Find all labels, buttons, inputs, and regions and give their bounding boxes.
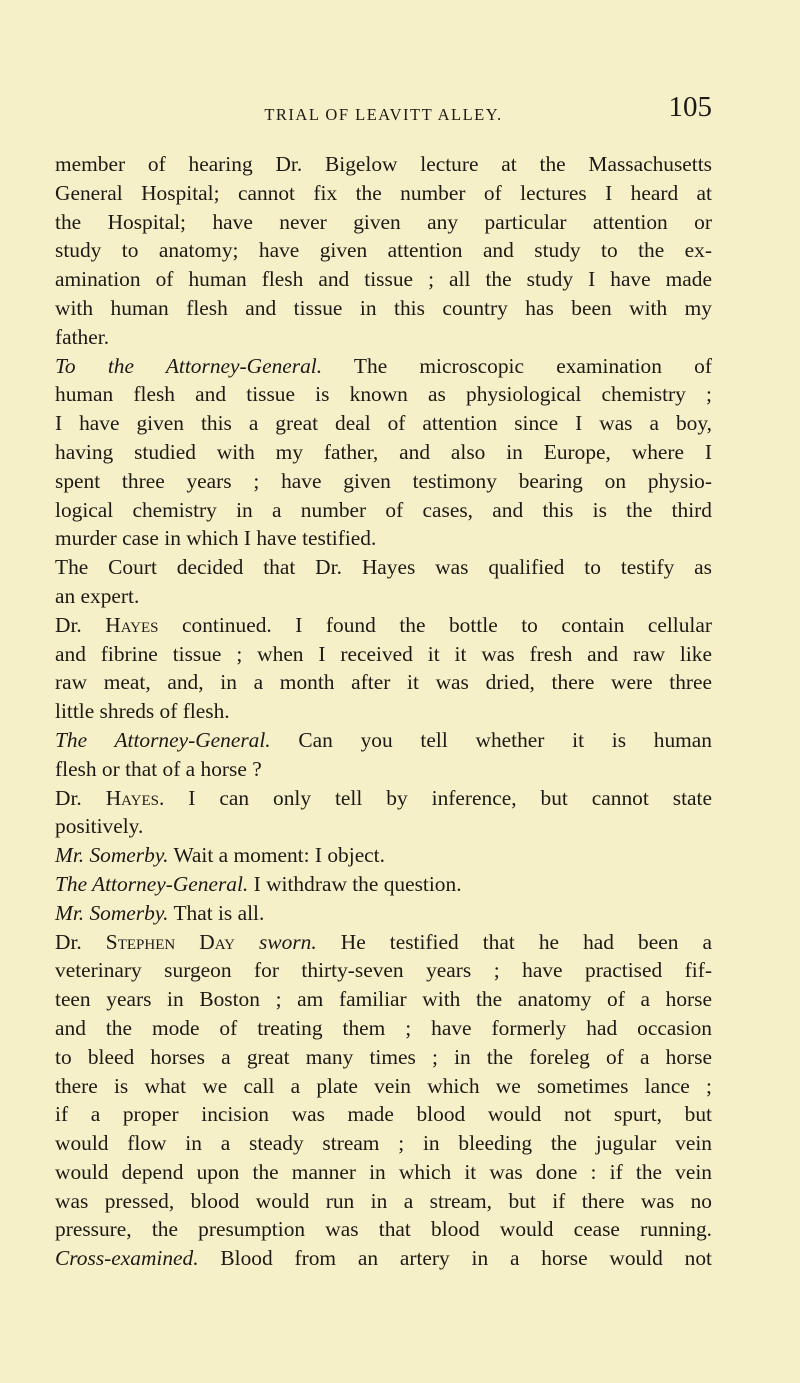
section-label: Cross-examined.: [55, 1246, 199, 1271]
text-line: The Court decided that Dr. Hayes was qualified to testify as: [55, 555, 712, 580]
text-line: to bleed horses a great many times ; in the foreleg of a horse: [55, 1044, 712, 1069]
text-line: [55, 726, 712, 755]
text-line: and the mode of treating them ; have formerly had occasion: [55, 1015, 712, 1040]
speaker-name: Hayes: [105, 612, 159, 637]
text-line: with human flesh and tissue in this country has been with my: [55, 295, 712, 320]
text-line: was pressed, blood would run in a stream, but if there was no: [55, 1188, 712, 1213]
text-line: and fibrine tissue ; when I received it it was fresh and raw like: [55, 641, 712, 666]
line-text: Dr.: [55, 612, 106, 637]
text-line: veterinary surgeon for thirty-seven years ; have practised fif-: [55, 958, 712, 983]
text-line: member of hearing Dr. Bigelow lecture at the Massachusetts: [55, 152, 712, 176]
text-line: would flow in a steady stream ; in bleeding the jugular vein: [55, 1131, 712, 1156]
text-line: General Hospital; cannot fix the number of lectures I heard at: [55, 180, 712, 205]
text-line: the Hospital; have never given any particular attention or: [55, 209, 712, 234]
text-line: an expert.: [55, 583, 140, 608]
sworn-label: sworn.: [259, 929, 317, 954]
text-line: logical chemistry in a number of cases, and this is the third: [55, 497, 712, 522]
text-line: little shreds of flesh.: [55, 699, 230, 724]
text-line: [55, 784, 712, 813]
text-line: human flesh and tissue is known as physiological chemistry ;: [55, 382, 712, 407]
line-text: I withdraw the question.: [248, 871, 462, 896]
text-line: [55, 352, 712, 381]
speaker-label: Mr. Somerby.: [55, 843, 169, 868]
speaker-label: The Attorney-General.: [55, 871, 249, 896]
running-title: TRIAL OF LEAVITT ALLEY.: [264, 105, 503, 124]
text-line: [55, 870, 712, 899]
line-text: Wait a moment: I object.: [168, 843, 385, 868]
speaker-label: To the Attorney-General.: [55, 353, 323, 378]
line-text: That is all.: [168, 900, 265, 925]
text-line: spent three years ; have given testimony bearing on physio-: [55, 468, 712, 493]
line-text: Can you tell whether it is human: [270, 727, 712, 752]
text-line: [55, 928, 712, 957]
text-line: study to anatomy; have given attention and study to the ex-: [55, 238, 712, 263]
line-text: The microscopic examination of: [322, 353, 712, 378]
text-line: teen years in Boston ; am familiar with the anatomy of a horse: [55, 987, 712, 1012]
text-line: having studied with my father, and also in Europe, where I: [55, 439, 712, 464]
text-line: amination of human flesh and tissue ; all the study I have made: [55, 267, 712, 292]
text-line: father.: [55, 324, 110, 349]
text-line: flesh or that of a horse ?: [55, 756, 262, 781]
text-line: [55, 611, 712, 640]
page-number: 105: [668, 91, 712, 123]
running-head: [55, 93, 712, 133]
speaker-label: The Attorney-General.: [55, 727, 271, 752]
text-line: raw meat, and, in a month after it was dried, there were three: [55, 670, 712, 695]
text-line: would depend upon the manner in which it was done : if the vein: [55, 1159, 712, 1184]
text-line: if a proper incision was made blood would not spurt, but: [55, 1102, 712, 1127]
line-text: Dr.: [55, 929, 106, 954]
line-text: Blood from an artery in a horse would not: [198, 1246, 712, 1271]
text-line: there is what we call a plate vein which we sometimes lance ;: [55, 1073, 712, 1098]
line-text: [235, 930, 259, 954]
text-line: positively.: [55, 814, 144, 839]
speaker-name: Stephen Day: [105, 929, 235, 954]
body-text: [55, 150, 712, 1273]
text-line: [55, 841, 712, 870]
text-line: [55, 899, 712, 928]
speaker-label: Mr. Somerby.: [55, 900, 169, 925]
text-line: pressure, the presumption was that blood would cease running.: [55, 1217, 712, 1242]
line-text: continued. I found the bottle to contain cellular: [158, 612, 712, 637]
line-text: Dr.: [55, 785, 106, 810]
line-text: He testified that he had been a: [316, 929, 712, 954]
text-line: [55, 1244, 712, 1273]
text-line: murder case in which I have testified.: [55, 526, 377, 551]
text-line: I have given this a great deal of attention since I was a boy,: [55, 411, 712, 436]
line-text: I can only tell by inference, but cannot state: [164, 785, 712, 810]
speaker-name: Hayes.: [105, 785, 165, 810]
